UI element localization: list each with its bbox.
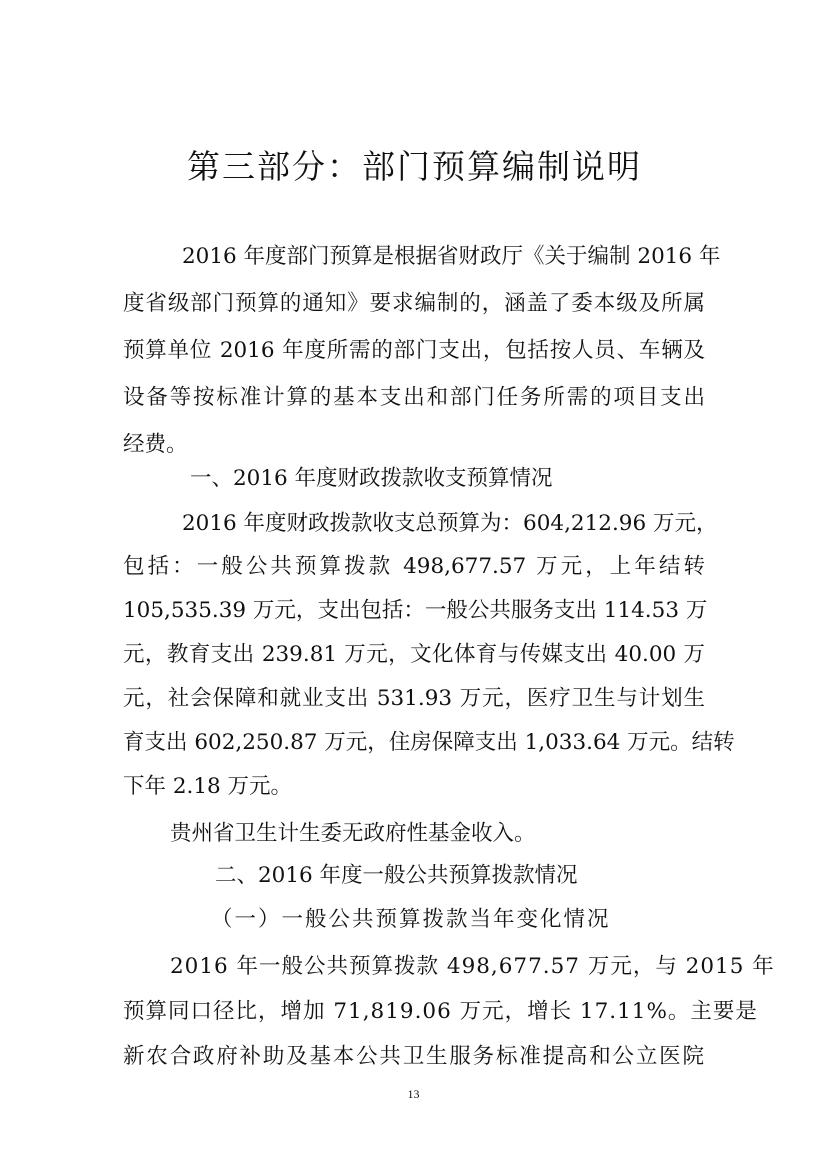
paragraph-line: 经费。 bbox=[123, 432, 188, 457]
paragraph-line: 元，教育支出 239.81 万元，文化体育与传媒支出 40.00 万 bbox=[123, 642, 705, 667]
paragraph-line: 2016 年一般公共预算拨款 498,677.57 万元，与 2015 年 bbox=[170, 954, 775, 979]
paragraph-line: 度省级部门预算的通知》要求编制的，涵盖了委本级及所属 bbox=[123, 291, 705, 316]
paragraph-line: 2016 年度部门预算是根据省财政厅《关于编制 2016 年 bbox=[182, 244, 721, 269]
paragraph-line: 元，社会保障和就业支出 531.93 万元，医疗卫生与计划生 bbox=[123, 686, 705, 711]
paragraph-line: 设备等按标准计算的基本支出和部门任务所需的项目支出 bbox=[123, 385, 705, 410]
section-title: 第三部分：部门预算编制说明 bbox=[187, 147, 642, 186]
heading-2: 二、2016 年度一般公共预算拨款情况 bbox=[215, 863, 578, 888]
paragraph-line: 育支出 602,250.87 万元，住房保障支出 1,033.64 万元。结转 bbox=[123, 730, 735, 755]
paragraph-line: 105,535.39 万元，支出包括：一般公共服务支出 114.53 万 bbox=[123, 598, 708, 623]
paragraph-line: 下年 2.18 万元。 bbox=[123, 774, 293, 799]
paragraph-line: 预算单位 2016 年度所需的部门支出，包括按人员、车辆及 bbox=[123, 338, 705, 363]
paragraph-line: 新农合政府补助及基本公共卫生服务标准提高和公立医院 bbox=[123, 1044, 705, 1069]
paragraph-line: 预算同口径比，增加 71,819.06 万元，增长 17.11%。主要是 bbox=[123, 999, 758, 1024]
page-number: 13 bbox=[407, 1087, 420, 1101]
paragraph-line: 2016 年度财政拨款收支总预算为：604,212.96 万元， bbox=[182, 511, 718, 536]
paragraph-line: 贵州省卫生计生委无政府性基金收入。 bbox=[170, 821, 536, 846]
paragraph-line: 包括：一般公共预算拨款 498,677.57 万元，上年结转 bbox=[123, 554, 705, 579]
subheading: （一）一般公共预算拨款当年变化情况 bbox=[211, 907, 611, 932]
heading-1: 一、2016 年度财政拨款收支预算情况 bbox=[190, 466, 553, 491]
